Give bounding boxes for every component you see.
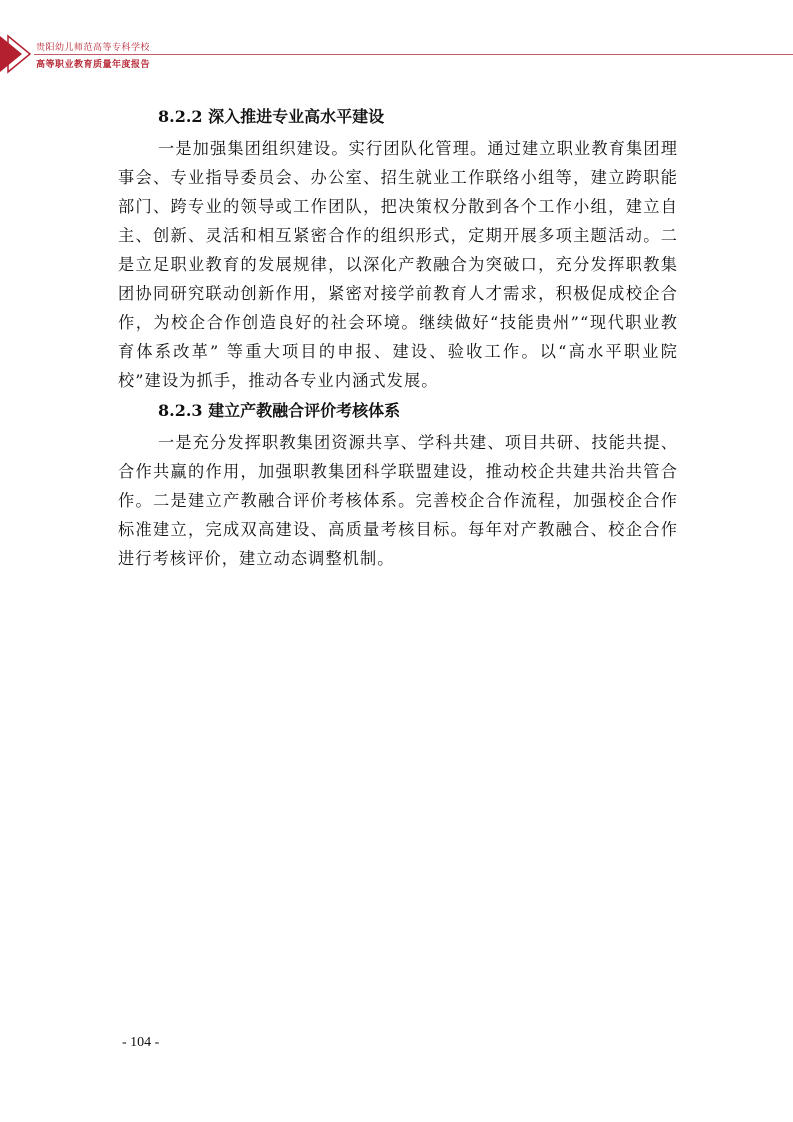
- header-school-name: 贵阳幼儿师范高等专科学校: [36, 43, 151, 53]
- page-content: [118, 104, 678, 573]
- section-heading-8-2-2: 8.2.2 深入推进专业高水平建设: [158, 107, 385, 126]
- section-heading-8-2-3: 8.2.3 建立产教融合评价考核体系: [158, 401, 401, 420]
- section-paragraph-8-2-2: 一是加强集团组织建设。实行团队化管理。通过建立职业教育集团理事会、专业指导委员会、办公室、招生就业工作联络小组等，建立跨职能部门、跨专业的领导或工作团队，把决策权分散到各个工作小组，建立自主、创新、灵活和相互紧密合作的组织形式，定期开展多项主题活动。二是立足职业教育的发展规律，以深化产教融合为突破口，充分发挥职教集团协同研究联动创新作用，紧密对接学前教育人才需求，积极促成校企合作，为校企合作创造良好的社会环境。继续做好“技能贵州”“现代职业教育体系改革” 等重大项目的申报、建设、验收工作。以“高水平职业院校”建设为抓手，推动各专业内涵式发展。: [118, 139, 678, 390]
- page-number: - 104 -: [122, 1035, 160, 1050]
- page-header: [0, 34, 793, 74]
- section-paragraph-8-2-3: 一是充分发挥职教集团资源共享、学科共建、项目共研、技能共提、合作共赢的作用，加强职教集团科学联盟建设，推动校企共建共治共管合作。二是建立产教融合评价考核体系。完善校企合作流程，加强校企合作标准建立，完成双高建设、高质量考核目标。每年对产教融合、校企合作进行考核评价，建立动态调整机制。: [118, 433, 678, 568]
- header-divider: [34, 54, 793, 55]
- header-report-title: 高等职业教育质量年度报告: [36, 60, 151, 70]
- header-arrow-mark: [0, 34, 34, 74]
